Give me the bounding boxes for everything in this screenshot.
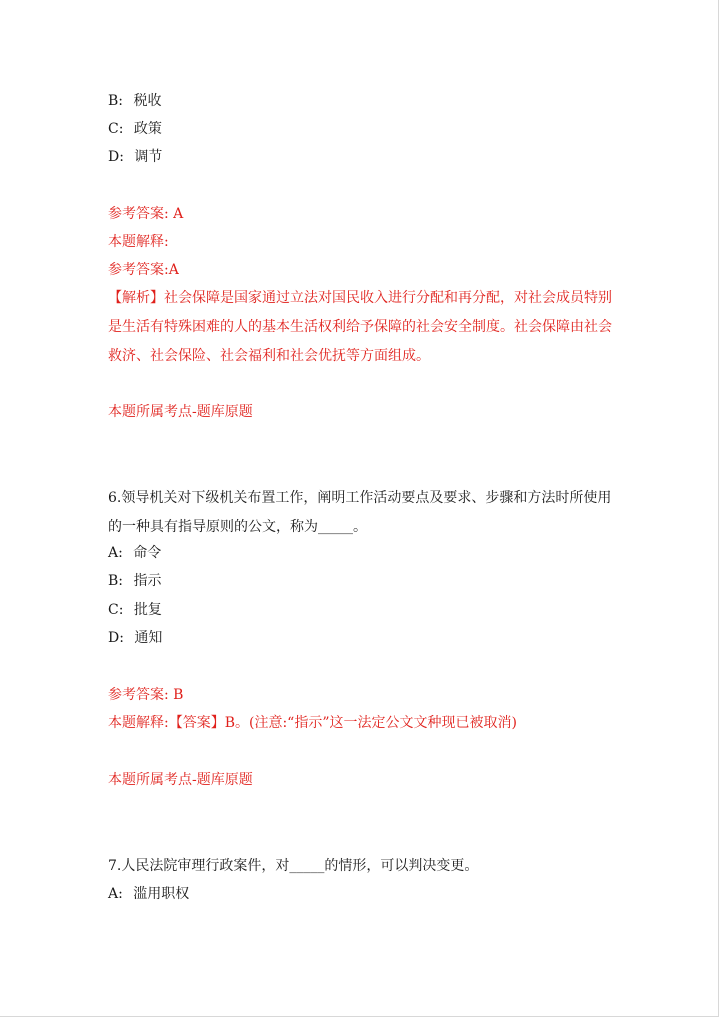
- option-letter: A:: [108, 886, 123, 902]
- option-letter: B:: [108, 93, 124, 109]
- option-text: 批复: [133, 602, 162, 618]
- q6-option-a: [108, 543, 161, 563]
- q5-option-d: [108, 147, 162, 167]
- option-text: 滥用职权: [133, 886, 190, 902]
- q5-answer: 参考答案: A: [108, 206, 184, 222]
- q5-option-c: [108, 119, 162, 139]
- q6-source: 本题所属考点-题库原题: [108, 772, 253, 788]
- q6-explain: 本题解释:【答案】B。(注意:“指示”这一法定公文文种现已被取消): [108, 715, 517, 731]
- q5-answer-repeat: 参考答案:A: [108, 262, 179, 278]
- q5-explain-label: 本题解释:: [108, 234, 169, 250]
- option-text: 税收: [133, 93, 162, 109]
- q6-option-d: [108, 628, 162, 648]
- q6-answer: 参考答案: B: [108, 687, 184, 703]
- option-letter: D:: [108, 630, 124, 646]
- option-text: 指示: [133, 573, 162, 589]
- q5-option-b: [108, 91, 161, 111]
- option-text: 政策: [133, 121, 162, 137]
- option-letter: C:: [108, 602, 124, 618]
- q5-source: 本题所属考点-题库原题: [108, 404, 253, 420]
- option-text: 调节: [134, 149, 163, 165]
- option-letter: D:: [108, 149, 124, 165]
- q7-stem: 7.人民法院审理行政案件，对_____的情形，可以判决变更。: [108, 858, 479, 874]
- option-text: 通知: [134, 630, 163, 646]
- option-text: 命令: [133, 545, 162, 561]
- q5-analysis: 【解析】社会保障是国家通过立法对国民收入进行分配和再分配，对社会成员特别是生活有特殊困难的人的基本生活权利给予保障的社会安全制度。社会保障由社会救济、社会保险、社会福利和社会优抚等方面组成。: [108, 290, 612, 364]
- q6-stem: 6.领导机关对下级机关布置工作，阐明工作活动要点及要求、步骤和方法时所使用的一种具有指导原则的公文，称为_____。: [108, 490, 612, 535]
- option-letter: A:: [108, 545, 123, 561]
- q6-option-c: [108, 600, 162, 620]
- q7-option-a: [108, 884, 189, 904]
- q6-option-b: [108, 571, 161, 591]
- option-letter: B:: [108, 573, 124, 589]
- option-letter: C:: [108, 121, 124, 137]
